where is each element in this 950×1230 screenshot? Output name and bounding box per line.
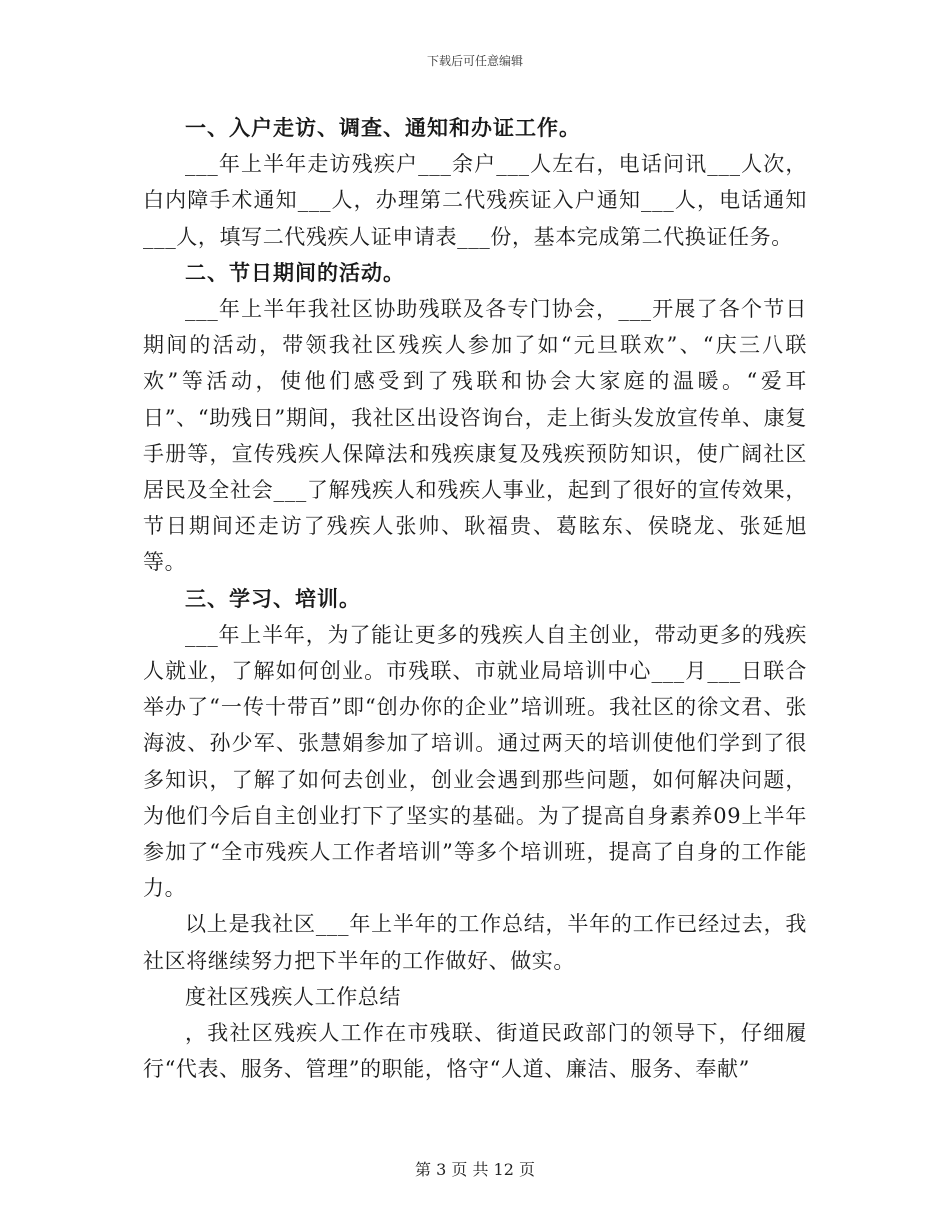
- section-heading-3: 三、学习、培训。: [185, 586, 361, 611]
- page-number-footer: 第 3 页 共 12 页: [415, 1160, 535, 1179]
- section-3-paragraph-3: 度社区残疾人工作总结: [185, 984, 401, 1009]
- section-2-paragraph: ___年上半年我社区协助残联及各专门协会，___开展了各个节日期间的活动，带领我社区残疾人参加了如“元旦联欢”、“庆三八联欢”等活动，使他们感受到了残联和协会大家庭的温暖。“爱耳日”、“助残日”期间，我社区出设咨询台，走上街头发放宣传单、康复手册等，宣传残疾人保障法和残疾康复及残疾预防知识，使广阔社区居民及全社会___了解残疾人和残疾人事业，起到了很好的宣传效果，节日期间还走访了残疾人张帅、耿福贵、葛眩东、侯晓龙、张延旭等。: [143, 297, 807, 575]
- section-3-paragraph-4: ，我社区残疾人工作在市残联、街道民政部门的领导下，仔细履行“代表、服务、管理”的职能，恪守“人道、廉洁、服务、奉献”: [143, 1021, 807, 1082]
- header-note: 下载后可任意编辑: [426, 54, 523, 68]
- section-heading-2: 二、节日期间的活动。: [185, 260, 405, 285]
- section-3-paragraph-1: ___年上半年，为了能让更多的残疾人自主创业，带动更多的残疾人就业，了解如何创业。市残联、市就业局培训中心___月___日联合举办了“一传十带百”即“创办你的企业”培训班。我社区的徐文君、张海波、孙少军、张慧娟参加了培训。通过两天的培训使他们学到了很多知识，了解了如何去创业，创业会遇到那些问题，如何解决问题，为他们今后自主创业打下了坚实的基础。为了提高自身素养09上半年参加了“全市残疾人工作者培训”等多个培训班，提高了自身的工作能力。: [143, 622, 807, 901]
- document-body: [143, 110, 807, 1087]
- section-heading-1: 一、入户走访、调查、通知和办证工作。: [185, 116, 581, 140]
- section-1-paragraph: ___年上半年走访残疾户___余户___人左右，电话问讯___人次，白内障手术通知___人，办理第二代残疾证入户通知___人，电话通知___人，填写二代残疾人证申请表___份，基本完成第二代换证任务。: [143, 152, 807, 249]
- section-3-paragraph-2: 以上是我社区___年上半年的工作总结，半年的工作已经过去，我社区将继续努力把下半年的工作做好、做实。: [143, 912, 807, 973]
